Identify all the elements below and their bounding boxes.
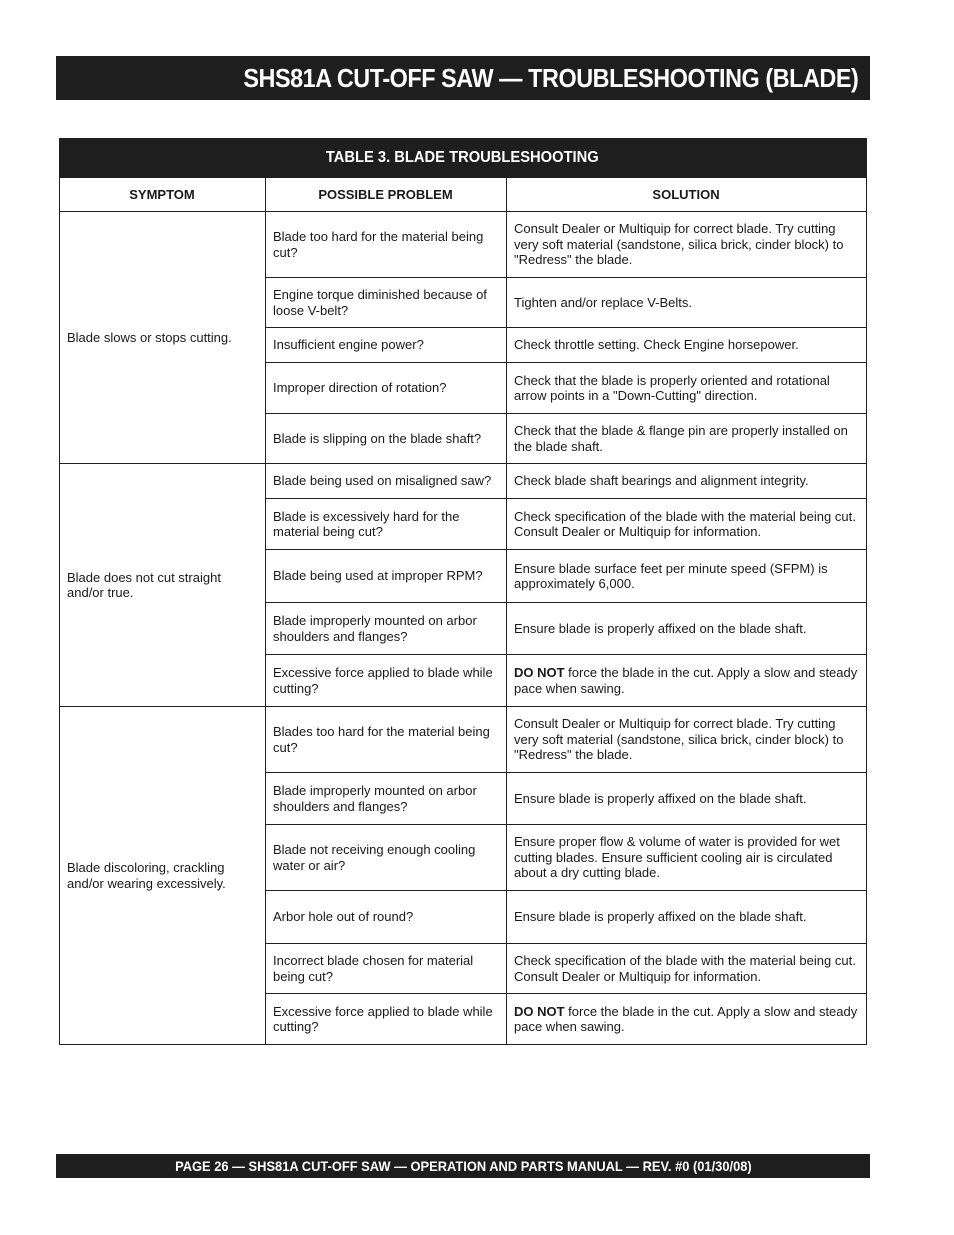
solution-cell — [507, 212, 867, 278]
solution-text: Consult Dealer or Multiquip for correct blade. Try cutting very soft material (sandstone, silica brick, cinder block) to "Redress" the blade. — [514, 221, 844, 268]
problem-cell: Blade too hard for the material being cut? — [266, 212, 507, 278]
solution-text: force the blade in the cut. Apply a slow and steady pace when sawing. — [514, 665, 858, 696]
solution-text: Ensure blade is properly affixed on the blade shaft. — [514, 790, 807, 806]
problem-cell: Incorrect blade chosen for material being cut? — [266, 944, 507, 994]
solution-cell — [507, 944, 867, 994]
solution-emphasis: DO NOT — [514, 1003, 565, 1019]
table-row — [60, 212, 867, 278]
column-header-symptom: SYMPTOM — [60, 178, 266, 212]
solution-cell — [507, 550, 867, 603]
table-row — [60, 707, 867, 773]
solution-cell — [507, 707, 867, 773]
problem-cell: Excessive force applied to blade while cutting? — [266, 655, 507, 707]
problem-cell: Blades too hard for the material being cut? — [266, 707, 507, 773]
solution-cell — [507, 414, 867, 464]
solution-text: Check blade shaft bearings and alignment integrity. — [514, 473, 809, 489]
solution-cell — [507, 499, 867, 550]
blade-troubleshooting-table — [59, 138, 867, 1045]
solution-emphasis: DO NOT — [514, 665, 565, 680]
solution-cell — [507, 278, 867, 328]
problem-cell: Excessive force applied to blade while cutting? — [266, 994, 507, 1045]
solution-text: Ensure blade is properly affixed on the blade shaft. — [514, 620, 807, 636]
problem-cell: Insufficient engine power? — [266, 328, 507, 363]
solution-text: Ensure blade is properly affixed on the blade shaft. — [514, 909, 807, 925]
solution-cell — [507, 464, 867, 499]
solution-text: Check that the blade is properly oriented and rotational arrow points in a "Down-Cutting" direction. — [514, 372, 830, 403]
solution-cell — [507, 773, 867, 825]
column-header-solution: SOLUTION — [507, 178, 867, 212]
problem-cell: Blade improperly mounted on arbor shoulders and flanges? — [266, 603, 507, 655]
problem-cell: Arbor hole out of round? — [266, 891, 507, 944]
solution-cell — [507, 994, 867, 1045]
solution-cell — [507, 825, 867, 891]
problem-cell: Blade improperly mounted on arbor shoulders and flanges? — [266, 773, 507, 825]
column-header-problem: POSSIBLE PROBLEM — [266, 178, 507, 212]
solution-text: Tighten and/or replace V-Belts. — [514, 294, 693, 310]
solution-cell — [507, 655, 867, 707]
table-header-row — [60, 178, 867, 212]
table-caption-row — [60, 139, 867, 178]
table-caption: TABLE 3. BLADE TROUBLESHOOTING — [60, 139, 867, 178]
problem-cell: Blade being used on misaligned saw? — [266, 464, 507, 499]
solution-cell — [507, 603, 867, 655]
problem-cell: Blade not receiving enough cooling water or air? — [266, 825, 507, 891]
solution-text: Consult Dealer or Multiquip for correct blade. Try cutting very soft material (sandstone, silica brick, cinder block) to "Redress" the blade. — [514, 716, 844, 763]
problem-cell: Engine torque diminished because of loose V-belt? — [266, 278, 507, 328]
solution-text: Ensure proper flow & volume of water is provided for wet cutting blades. Ensure sufficient cooling air is circulated about a dry cutting blade. — [514, 834, 840, 881]
solution-cell — [507, 363, 867, 414]
solution-text: Ensure blade surface feet per minute speed (SFPM) is approximately 6,000. — [514, 560, 828, 591]
page-footer — [56, 1154, 870, 1178]
symptom-cell: Blade does not cut straight and/or true. — [60, 464, 266, 707]
footer-text: PAGE 26 — SHS81A CUT-OFF SAW — OPERATION AND PARTS MANUAL — REV. #0 (01/30/08) — [174, 1158, 752, 1174]
page-title: SHS81A CUT-OFF SAW — TROUBLESHOOTING (BLADE) — [242, 62, 858, 93]
problem-cell: Blade is slipping on the blade shaft? — [266, 414, 507, 464]
solution-cell — [507, 891, 867, 944]
problem-cell: Improper direction of rotation? — [266, 363, 507, 414]
symptom-cell: Blade slows or stops cutting. — [60, 212, 266, 464]
solution-text: force the blade in the cut. Apply a slow and steady pace when sawing. — [514, 1003, 858, 1034]
symptom-cell: Blade discoloring, crackling and/or wearing excessively. — [60, 707, 266, 1045]
solution-cell — [507, 328, 867, 363]
page-title-bar — [56, 56, 870, 100]
solution-text: Check specification of the blade with the material being cut. Consult Dealer or Multiquip for information. — [514, 508, 856, 539]
problem-cell: Blade being used at improper RPM? — [266, 550, 507, 603]
solution-text: Check throttle setting. Check Engine horsepower. — [514, 337, 799, 353]
problem-cell: Blade is excessively hard for the material being cut? — [266, 499, 507, 550]
table-row — [60, 464, 867, 499]
solution-text: Check specification of the blade with the material being cut. Consult Dealer or Multiquip for information. — [514, 953, 856, 984]
solution-text: Check that the blade & flange pin are properly installed on the blade shaft. — [514, 423, 848, 454]
